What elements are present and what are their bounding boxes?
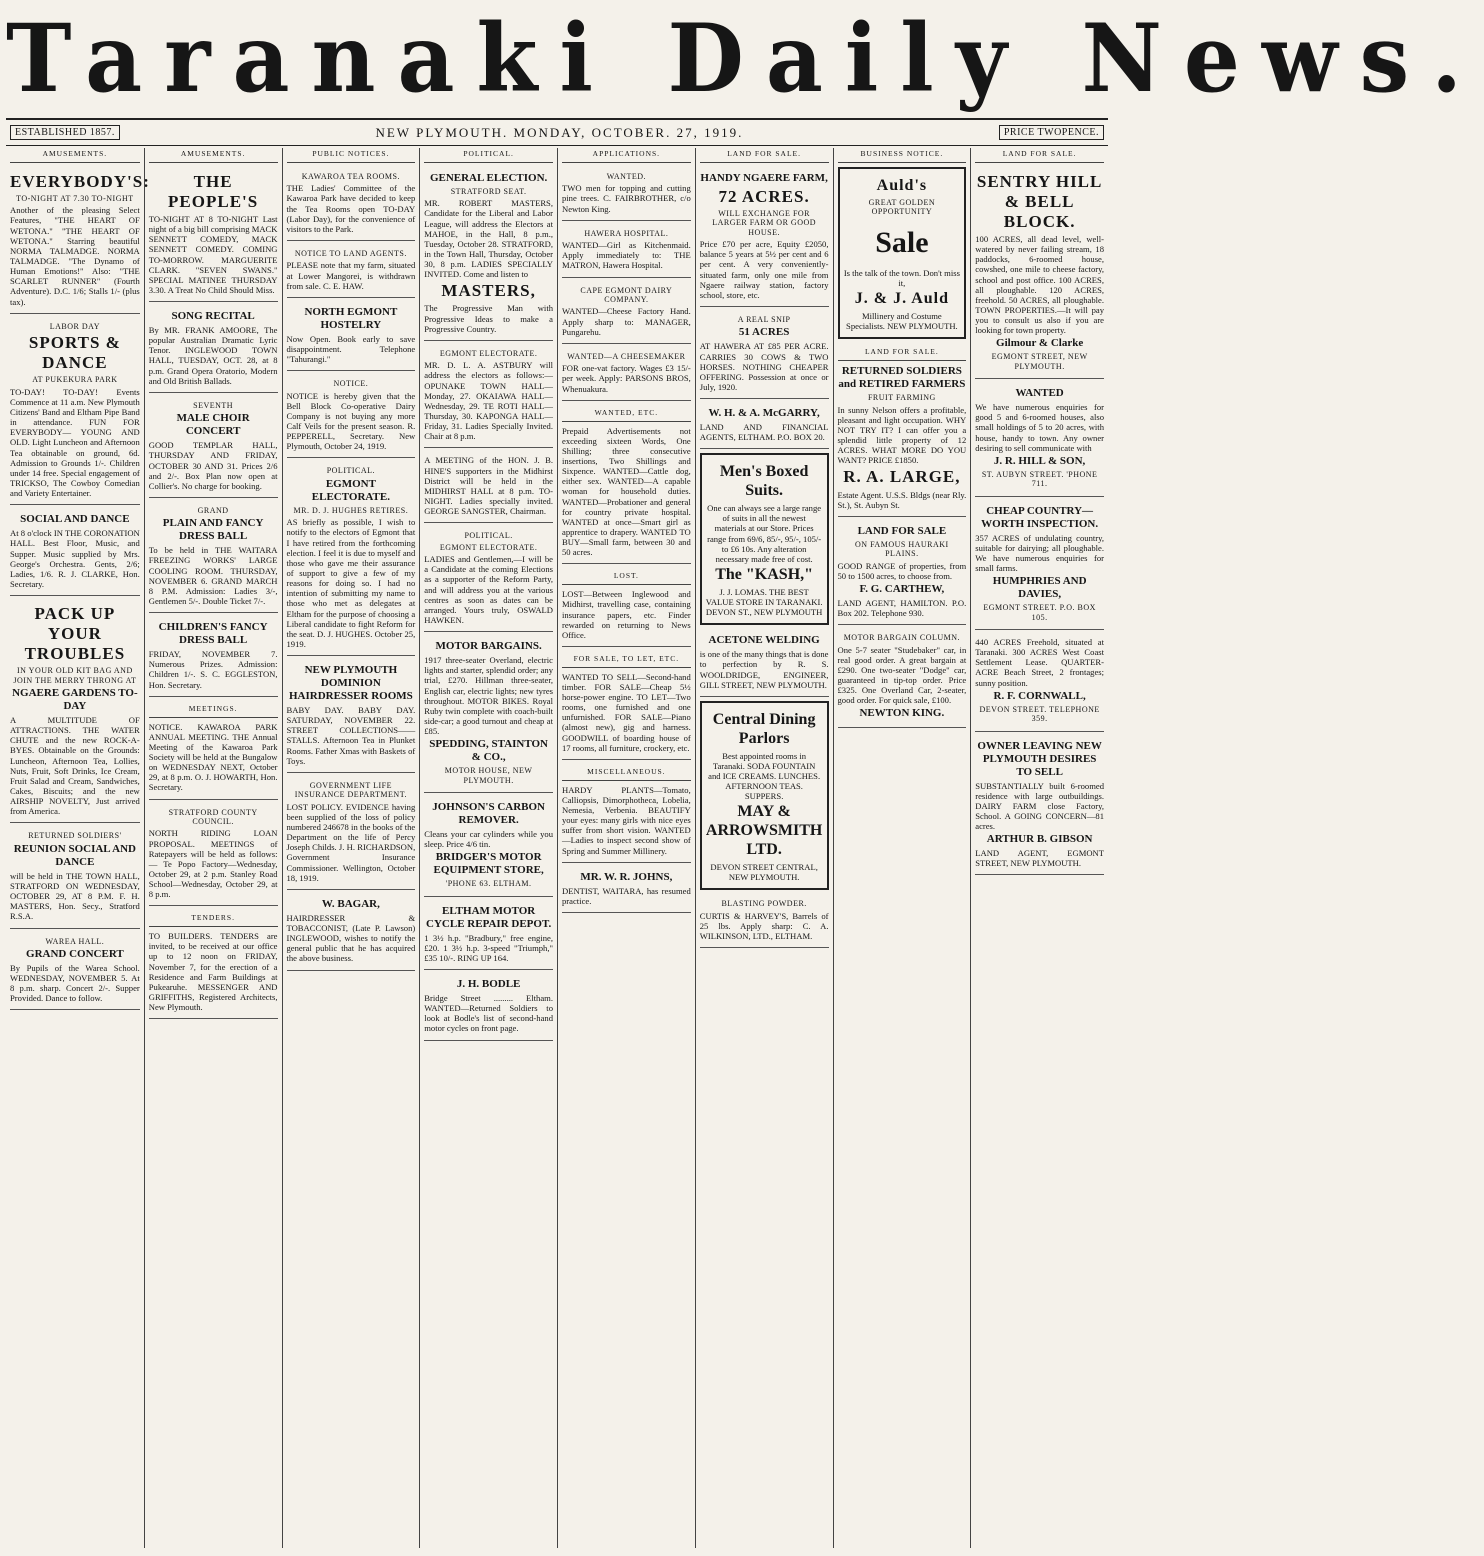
ad-subtitle: MOTOR BARGAIN COLUMN. [843,633,961,643]
ad-title: F. G. CARTHEW, [859,582,945,595]
cheesemaker-ad [562,347,691,401]
hine-meeting-ad [424,451,553,523]
general-election-ad [424,167,553,341]
ad-body: NOTICE is hereby given that the Bell Block Co-operative Dairy Company is not buying any more Calf Veils for the present season. R. PEPPERELL, Secretary. New Plymouth, October 24, 1919. [286,390,416,452]
ad-body: A MULTITUDE OF ATTRACTIONS. THE WATER CHUTE and the new ROCK-A-BYES. Obtainable on the Grounds: Luncheon, Afternoon Tea, Lollies, Nuts, Fruit, Soft Drinks, Ice Cream, Fruit Salad and Cream, Sandwiches, Cakes, Biscuits; and the new AIRSHIP NOVELTY, Just arrived from America. [10,715,140,817]
ad-body: MR. D. L. A. ASTBURY will address the electors as follows:— OPUNAKE TOWN HALL—Monday, 27. OKAIAWA HALL—Wednesday, 29. TE ROTI HALL—Thursday, 30. KAPONGA HALL—Friday, 31. Ladies Specially Invited. Chair at 8 p.m. [424,360,553,442]
ad-body: WANTED TO SELL—Second-hand timber. FOR SALE—Cheap 5½ horse-power engine. TO LET—Two rooms, one furnished and one unfurnished. FOR SALE—Piano (almost new), gig and harness. GOODWILL of boarding house of 17 rooms, all furniture, crockery, etc. [562,671,691,753]
county-council-notice [149,803,278,907]
ad-body: 1 3½ h.p. "Bradbury," free engine, £20. 1 3½ h.p. 3-speed "Triumph," £35 10/-. RING UP 164. [424,932,553,963]
song-recital-ad [149,305,278,393]
tenders-notice [149,909,278,1019]
ad-subtitle: LABOR DAY [49,321,100,331]
section-header: TENDERS. [149,912,278,927]
ad-subtitle: SEVENTH [193,400,234,410]
ad-body: Now Open. Book early to save disappointment. Telephone "Tahurangi." [286,333,416,365]
ad-subtitle: GREAT GOLDEN OPPORTUNITY [868,197,936,217]
for-sale-classifieds [562,650,691,760]
ad-subtitle: POLITICAL. [464,531,513,541]
ad-title: NEW PLYMOUTH DOMINION HAIRDRESSER ROOMS [288,664,413,703]
column-1 [6,148,150,1548]
peoples-theatre-ad [149,167,278,302]
ad-title: SOCIAL AND DANCE [20,513,130,526]
ad-title: W. BAGAR, [321,897,380,910]
ad-title: MOTOR BARGAINS. [435,640,542,653]
everybodys-ad [10,167,150,314]
column-header: LAND FOR SALE. [975,148,1104,163]
dairy-notice [287,374,416,458]
ad-body: One 5-7 seater "Studebaker" car, in real good order. A great bargain at £290. One two-seater "Dodge" car, guaranteed in tip-top order. Price £325. One Overland Car, 2-seater, good order. For quick sale, £100. [837,644,967,706]
blasting-powder-ad [700,894,829,948]
childrens-ball-ad [149,616,278,697]
meetings-notice [149,700,278,800]
column-7 [833,148,971,1548]
column-header: AMUSEMENTS. [149,148,278,163]
ad-subtitle: NOTICE. [333,379,369,389]
boxed-suits-ad [700,453,829,625]
ad-body: 357 ACRES of undulating country, suitable for dairying; all ploughable. We have numerous enquiries for small farms. [975,532,1104,574]
aulds-sale-ad [838,167,967,340]
ad-body: Is the talk of the town. Don't miss it, [843,267,960,289]
ad-subtitle: EGMONT STREET. P.O. BOX 105. [983,603,1096,622]
ad-subtitle: POLITICAL. [326,466,376,476]
motor-bargains-ad [424,635,553,793]
ad-subtitle: CAPE EGMONT DAIRY COMPANY. [580,285,673,304]
newspaper-title: Taranaki Daily News. [6,2,1484,114]
ad-body: MR. ROBERT MASTERS, Candidate for the Liberal and Labor League, will address the Electors at MAHOE, in the Hall, 8 p.m., Tuesday, October 28. STRATFORD, in the Town Hall, Thursday, October 30, 8 p.m. LADIES SPECIALLY INVITED. Come and listen to [424,198,553,280]
ad-body: TO BUILDERS. TENDERS are invited, to be received at our office up to 12 noon on FRIDAY, November 7, for the erection of a Residence and Farm Buildings at Pukearuhe. MESSENGER AND GRIFFITHS, Registered Architects, New Plymouth. [148,931,278,1013]
ad-body: By MR. FRANK AMOORE, The popular Australian Dramatic Lyric Tenor. INGLEWOOD TOWN HALL, TUESDAY, OCT. 28, at 8 p.m. Grand Opera Oratorio, Modern and Old British Ballads. [148,325,278,386]
ad-body: The Progressive Man with Progressive Ideas to make a Progressive Country. [424,303,553,334]
ad-body: HAIRDRESSER & TOBACCONIST, (Late P. Lawson) INGLEWOOD, wishes to notify the general public that he has acquired the above business. [286,912,416,964]
ad-subtitle: WAREA HALL. [45,936,105,946]
column-3 [282,148,420,1548]
ad-subtitle: HAWERA HOSPITAL. [584,228,669,238]
column-header: LAND FOR SALE. [700,148,829,163]
section-header: LAND FOR SALE. [838,346,967,361]
ngaere-farm-ad [700,167,829,307]
ad-title: J. H. BODLE [456,977,521,990]
warea-concert-ad [10,932,140,1011]
ad-body: LAND AND FINANCIAL AGENTS, ELTHAM. P.O. BOX 20. [699,422,829,443]
ad-title: ACETONE WELDING [708,634,820,647]
ad-subtitle: EGMONT ELECTORATE. [439,542,538,552]
ad-subtitle: 'PHONE 63. ELTHAM. [445,879,532,889]
ad-subtitle: BLASTING POWDER. [721,899,807,909]
ad-subtitle: DEVON STREET. TELEPHONE 359. [979,704,1100,724]
reunion-dance-ad [10,826,140,928]
dateline-bar [6,118,1108,146]
ad-title: NORTH EGMONT HOSTELRY [304,305,398,331]
ad-body: LADIES and Gentlemen,—I will be a Candidate at the coming Elections as a supporter of the Reform Party, and will address you at the various centres as soon as dates can be arranged. Yours truly, OSWALD HAWKEN. [424,554,553,625]
ad-title: Central Dining Parlors [712,710,816,747]
ad-body: AT HAWERA AT £85 PER ACRE. CARRIES 30 COWS & TWO HORSES. NOTHING CHEAPER OFFERING. Possession at once or July, 1920. [699,341,829,392]
ad-body: TO-NIGHT AT 8 TO-NIGHT Last night of a big bill comprising MACK SENNETT COMEDY, MACK SENNETT COMEDY. COMING TO-MORROW. MARGUERITE CLARK. "SEVEN SWANS." SPECIAL MATINEE THURSDAY 3.30. A Treat No Child Should Miss. [148,213,278,295]
ad-title: GRAND CONCERT [26,947,124,960]
ad-subtitle: AT PUKEKURA PARK [32,375,118,385]
hughes-retires-notice [287,461,416,656]
ngaere-gardens-ad [10,599,140,823]
ad-subtitle: KAWAROA TEA ROOMS. [301,171,400,181]
hostelry-ad [287,301,416,371]
ad-body: FRIDAY, NOVEMBER 7. Numerous Prizes. Admission: Children 1/-. S. C. EGGLESTON, Hon. Secretary. [148,649,278,690]
astbury-ad [424,344,553,449]
ad-body: BABY DAY. BABY DAY. SATURDAY, NOVEMBER 22. STREET COLLECTIONS——STALLS. Afternoon Tea in Plunket Rooms. Father Xmas with Baskets of Toys. [286,705,416,766]
ad-subtitle: WILL EXCHANGE FOR LARGER FARM OR GOOD HOUSE. [712,208,817,237]
ad-title: NEWTON KING. [859,707,945,720]
labor-day-ad [10,317,140,506]
ad-title: R. F. CORNWALL, [993,689,1086,702]
ad-title: EVERYBODY'S: [10,171,150,191]
ad-subtitle: STRATFORD SEAT. [450,186,527,196]
ad-title: CHILDREN'S FANCY DRESS BALL [158,621,268,647]
ad-subtitle: MOTOR HOUSE, NEW PLYMOUTH. [444,766,533,785]
column-2 [144,148,282,1548]
carbon-remover-ad [424,796,553,897]
ad-title: W. H. & A. McGARRY, [708,407,820,420]
ad-body: is one of the many things that is done to perfection by R. S. WOOLDRIDGE, ENGINEER, GILL STREET, NEW PLYMOUTH. [699,649,829,690]
male-choir-ad [149,396,278,498]
ad-body: Cleans your car cylinders while you sleep. Price 4/6 tin. [424,828,553,850]
ad-subtitle: A REAL SNIP [737,315,791,325]
ad-body: Bridge Street ......... Eltham. WANTED—Returned Soldiers to look at Bodle's list of second-hand motor cycles on front page. [424,992,553,1034]
wanted-pine-ad [562,167,691,221]
section-header: MISCELLANEOUS. [562,766,691,781]
ad-body: LAND AGENT, HAMILTON. P.O. Box 202. Telephone 930. [837,597,967,619]
section-header: MEETINGS. [149,703,278,718]
motor-cycle-depot-ad [424,900,553,970]
fancy-dress-ball-ad [149,501,278,613]
ad-title: PLAIN AND FANCY DRESS BALL [162,517,264,543]
ad-body: J. J. LOMAS. THE BEST VALUE STORE IN TARANAKI. DEVON ST., NEW PLYMOUTH [705,586,823,618]
masthead [6,2,1484,114]
ad-body: FOR one-vat factory. Wages £3 15/- per week. Apply: PARSONS BROS, Whenuakura. [562,363,691,394]
miscellaneous-classifieds [562,763,691,863]
ad-body: Price £70 per acre, Equity £2050, balance 5 years at 5½ per cent and 6 per cent. A very conveniently-situated farm, only one mile from Ngaere railway station, factory school, store, etc. [699,239,829,300]
owner-leaving-ad [975,735,1104,876]
ad-body: TWO men for topping and cutting pine trees. C. FAIRBROTHER, c/o Newton King. [562,183,691,214]
ad-subtitle: GOVERNMENT LIFE INSURANCE DEPARTMENT. [294,780,407,800]
ad-title: ELTHAM MOTOR CYCLE REPAIR DEPOT. [426,904,552,930]
ad-title: MR. W. R. JOHNS, [580,870,673,883]
hairdresser-ad [287,893,416,971]
wanted-houses-ad [975,382,1104,497]
ad-title: R. A. LARGE, [843,467,961,487]
column-6 [695,148,833,1548]
ad-title: REUNION SOCIAL AND DANCE [13,842,136,868]
ad-body: NOTICE. KAWAROA PARK ANNUAL MEETING. THE Annual Meeting of the Kawaroa Park Society will be held at the Bungalow on WEDNESDAY NEXT, October 29, at 8 p.m. O. J. HOWARTH, Hon. Secretary. [148,721,278,793]
column-header: AMUSEMENTS. [10,148,140,163]
ad-body: DEVON STREET CENTRAL, NEW PLYMOUTH. [710,861,818,883]
ad-body: SUBSTANTIALLY built 6-roomed residence with large outbuildings. DAIRY FARM close Factory, School. A GOING CONCERN—81 acres. [975,780,1104,832]
cornwall-ad [975,633,1104,732]
ad-title: ARTHUR B. GIBSON [986,833,1093,846]
ad-body: Millinery and Costume Specialists. NEW PLYMOUTH. [846,311,958,332]
ad-title: MASTERS, [441,281,536,301]
ad-title: Men's Boxed Suits. [719,463,809,500]
section-header: FOR SALE, TO LET, ETC. [562,653,691,668]
ad-body: To be held in THE WAITARA FREEZING WORKS' LARGE COOLING ROOM. THURSDAY, NOVEMBER 6. GRAND MARCH 8 P.M. Admission: Ladies 3/-, Gentlemen 5/-. Double Ticket 7/-. [148,545,278,607]
ad-body: THE Ladies' Committee of the Kawaroa Park have decided to keep the Tea Rooms open TO-DAY (Labor Day), for the convenience of visitors to the Park. [286,183,416,234]
column-8 [970,148,1108,1548]
ad-title: PACK UP YOUR TROUBLES [24,604,126,664]
column-4 [419,148,557,1548]
column-header: BUSINESS NOTICE. [838,148,967,163]
ad-subtitle: EGMONT STREET, NEW PLYMOUTH. [991,352,1088,371]
mcgarry-ad [700,402,829,449]
ad-body: TO-DAY! TO-DAY! Events Commence at 11 a.m. New Plymouth Citizens' Band and Eltham Pipe Band in attendance. FUN FOR EVERYBODY— YOUNG AND OLD. Light Luncheon and Afternoon Tea obtainable on ground, 6d. Admission to Grounds 1/-. Children under 14 free. Special engagement of TRICKSO, The Cowboy Comedian and Variety Entertainer. [10,386,140,499]
ad-title: Auld's [876,176,928,194]
ad-title: SENTRY HILL & BELL BLOCK. [976,171,1103,231]
ad-subtitle: EGMONT ELECTORATE. [439,348,538,358]
ad-body: One can always see a large range of suits in all the newest materials at our Store. Prices range from 69/6, 85/-, 95/-, 105/- to £6 10s. Any alteration necessary made free of cost. [707,503,822,564]
ad-subtitle: FRUIT FARMING [867,393,936,403]
ad-body: By Pupils of the Warea School. WEDNESDAY, NOVEMBER 5. At 8 p.m. sharp. Concert 2/-. Supper Provided. Dance to follow. [10,962,140,1004]
ad-title: HANDY NGAERE FARM, [700,171,828,184]
ad-body: 1917 three-seater Overland, electric lights and starter, splendid order; any trial, £270. Hillman three-seater, English car, electric lights; new tyres throughout. MOTOR BIKES. Royal Ruby twin complete with coach-built side-car; a good turnout and cheap at £85. [424,655,553,737]
sentry-hill-ad [975,167,1104,379]
dairy-company-ad [562,281,691,344]
ad-body: WANTED—Girl as Kitchenmaid. Apply immediately to: THE MATRON, Hawera Hospital. [562,240,691,271]
ad-subtitle: TO-NIGHT AT 7.30 TO-NIGHT [16,193,134,203]
ad-subtitle: RETURNED SOLDIERS' [28,831,122,841]
ad-body: CURTIS & HARVEY'S, Barrels of 25 lbs. Apply sharp: C. A. WILKINSON, LTD., ELTHAM. [699,910,829,941]
ad-body: LOST—Between Inglewood and Midhirst, travelling case, containing insurance papers, etc. Finder rewarded on returning to News Office. [562,589,691,640]
ad-title: LAND FOR SALE [857,524,947,537]
ad-title: Gilmour & Clarke [996,337,1084,350]
ad-body: PLEASE note that my farm, situated at Lower Mangorei, is withdrawn from sale. C. E. HAW. [286,260,416,291]
ad-title: JOHNSON'S CARBON REMOVER. [432,801,546,826]
ad-body: 440 ACRES Freehold, situated at Taranaki. 300 ACRES West Coast Settlement Lease. QUARTER-ACRE Beach Street, 2 frontages; sunny position. [975,637,1104,688]
ad-body: NORTH RIDING LOAN PROPOSAL. MEETINGS of Ratepayers will be held as follows:— Te Popo Factory—Wednesday, October 29, at 2 p.m. Stanley Road School—Wednesday, October 29, at 8 p.m. [148,828,278,900]
ad-title: MALE CHOIR CONCERT [176,412,250,438]
ad-subtitle: ON FAMOUS HAURAKI PLAINS. [855,539,949,559]
ad-title: J. & J. Auld [854,290,949,308]
ad-title: J. R. HILL & SON, [993,454,1086,467]
ad-title: 72 ACRES. [718,186,810,206]
real-snip-ad [700,310,829,399]
column-header: PUBLIC NOTICES. [287,148,416,163]
tea-rooms-notice [287,167,416,241]
dining-parlors-ad [700,701,829,890]
ad-body: Best appointed rooms in Taranaki. SODA FOUNTAIN and ICE CREAMS. LUNCHES. AFTERNOON TEAS. SUPPERS. [708,750,821,802]
ad-body: In sunny Nelson offers a profitable, pleasant and light occupation. WHY NOT TRY IT? I can offer you a splendid little property of 12 ACRES. WHAT MORE DO YOU WANT? PRICE £1850. [837,404,967,466]
insurance-notice [287,776,416,890]
ad-title: MAY & ARROWSMITH LTD. [705,803,823,858]
sale-word: Sale [875,225,929,259]
ad-body: Another of the pleasing Select Features, "THE HEART OF WETONA." "THE HEART OF WETONA." Starring beautiful NORMA TALMADGE. NORMA TALMADGE. "The Dynamo of Human Emotions!" Also: "THE SCARLET RUNNER" (Fourth Adventure). D.C. 1/6; Stalls 1/- (plus tax). [10,205,140,307]
issue-date: NEW PLYMOUTH. MONDAY, OCTOBER. 27, 1919. [375,124,744,140]
hawken-ad [424,526,553,632]
dentist-ad [562,866,691,913]
ad-body: We have numerous enquiries for good 5 and 6-roomed houses, also small holdings of 5 to 20 acres, with house, handy to town. Any owner desiring to sell communicate with [975,402,1104,453]
welding-ad [700,629,829,697]
column-5 [557,148,695,1548]
columns [6,148,1108,1548]
ad-title: SPEDDING, STAINTON & CO., [429,738,549,764]
fruit-farming-ad [838,343,967,516]
ad-body: AS briefly as possible, I wish to notify to the electors of Egmont that I have retired from the forthcoming election. I feel it is due to myself and those who gave me their assurance of support to give a few of my reasons for doing so. I had no intention of submitting my name to those who met as delegates at Eltham for the purpose of choosing a Liberal candidate to fight Reform for the seat. D. J. HUGHES. October 25, 1919. [286,517,416,649]
ad-body: DENTIST, WAITARA, has resumed practice. [562,885,691,906]
ad-title: GENERAL ELECTION. [429,171,548,184]
ad-body: LAND AGENT, EGMONT STREET, NEW PLYMOUTH. [975,848,1104,869]
ad-subtitle: IN YOUR OLD KIT BAG AND JOIN THE MERRY THRONG AT [13,666,137,685]
ad-title: OWNER LEAVING NEW PLYMOUTH DESIRES TO SELL [977,739,1102,778]
baby-day-ad [287,659,416,773]
ad-title: SPORTS & DANCE [28,333,121,373]
cheap-country-ad [975,500,1104,630]
hauraki-plains-ad [838,520,967,625]
land-agents-notice [287,244,416,298]
ad-body: Estate Agent. U.S.S. Bldgs (near Rly. St.), St. Aubyn St. [837,489,967,510]
ad-body: HARDY PLANTS—Tomato, Calliopsis, Dimorphotheca, Lobelia, Nemesia, Verbenia. BEAUTIFY your eyes: many girls with nice eyes suffer from short vision. WANTED—Ladies to inspect second show of Spring and Summer Millinery. [562,784,691,856]
ad-title: The "KASH," [715,565,814,583]
ad-title: HUMPHRIES AND DAVIES, [992,575,1087,601]
ad-title: CHEAP COUNTRY—WORTH INSPECTION. [981,504,1099,530]
ad-title: THE PEOPLE'S [168,171,259,211]
section-header: WANTED, ETC. [562,407,691,422]
ad-subtitle: GRAND [197,505,229,515]
social-dance-ad [10,508,140,596]
ad-body: LOST POLICY. EVIDENCE having been supplied of the loss of policy numbered 246678 in the books of the Department on the life of Percy Joseph Childs. J. H. RICHARDSON, Government Insurance Commissioner. Wellington, October 18, 1919. [286,801,416,883]
ad-subtitle: MR. D. J. HUGHES RETIRES. [293,505,409,515]
motor-bargain-column [838,628,967,728]
ad-body: GOOD RANGE of properties, from 50 to 1500 acres, to choose from. [837,560,967,581]
bodle-ad [424,973,553,1041]
ad-subtitle: STRATFORD COUNTY COUNCIL. [168,807,258,826]
ad-subtitle: WANTED. [606,171,647,181]
wanted-classifieds [562,404,691,565]
ad-title: BRIDGER'S MOTOR EQUIPMENT STORE, [433,851,544,877]
lost-classifieds [562,567,691,647]
ad-body: will be held in THE TOWN HALL, STRATFORD ON WEDNESDAY, OCTOBER 29, AT 8 P.M. F. H. MASTERS, Hon. Secy., Stratford R.S.A. [10,870,140,922]
established-label: ESTABLISHED 1857. [10,125,120,141]
ad-title: WANTED [1015,387,1064,400]
ad-title: SONG RECITAL [171,310,255,323]
column-header: APPLICATIONS. [562,148,691,163]
ad-subtitle: WANTED—A CHEESEMAKER [567,351,686,361]
ad-body: Prepaid Advertisements not exceeding sixteen Words, One Shilling; three consecutive insertions, Two Shillings and Sixpence. WANTED—Cattle dog, either sex. WANTED—A capable woman for household duties. WANTED—Probationer and general for country private hospital. WANTED at once—Smart girl as apprentice to drapery. WANTED TO BUY—Small farm, between 30 and 50 acres. [562,425,691,558]
column-header: POLITICAL. [424,148,553,163]
ad-title: EGMONT ELECTORATE. [311,477,390,503]
ad-subtitle: NOTICE TO LAND AGENTS. [294,248,407,258]
ad-body: At 8 o'clock IN THE CORONATION HALL. Best Floor, Music, and Supper. Music supplied by Mrs. George's Orchestra. Gents, 2/6; Ladies, 1/6. R. J. CLARKE, Hon. Secretary. [10,528,140,589]
ad-title: RETURNED SOLDIERS and RETIRED FARMERS [838,365,966,391]
price-label: PRICE TWOPENCE. [999,125,1104,141]
ad-body: GOOD TEMPLAR HALL, THURSDAY AND FRIDAY, OCTOBER 30 AND 31. Prices 2/6 and 2/-. Box Plan now open at Collier's. No charge for booking. [148,440,278,491]
ad-body: WANTED—Cheese Factory Hand. Apply sharp to: MANAGER, Pungarehu. [562,306,691,337]
ad-body: 100 ACRES, all dead level, well-watered by never failing stream, 18 paddocks, 6-roomed house, cowshed, one mile to cheese factory, school and post office. 100 ACRES, all ploughable. 120 ACRES, freehold. 50 ACRES, all ploughable. TOWN PROPERTIES.—It will pay you to consult us also if you are looking for town property. [975,233,1104,336]
ad-title: 51 ACRES [738,326,790,339]
hawera-hospital-ad [562,224,691,278]
ad-title: NGAERE GARDENS TO-DAY [12,687,138,713]
ad-body: A MEETING of the HON. J. B. HINE'S supporters in the Midhirst District will be held in the MIDHIRST HALL at 8 p.m. TO-NIGHT. Ladies specially invited. GEORGE SANGSTER, Chairman. [424,455,553,517]
ad-subtitle: ST. AUBYN STREET. 'PHONE 711. [981,469,1098,489]
section-header: LOST. [562,570,691,585]
